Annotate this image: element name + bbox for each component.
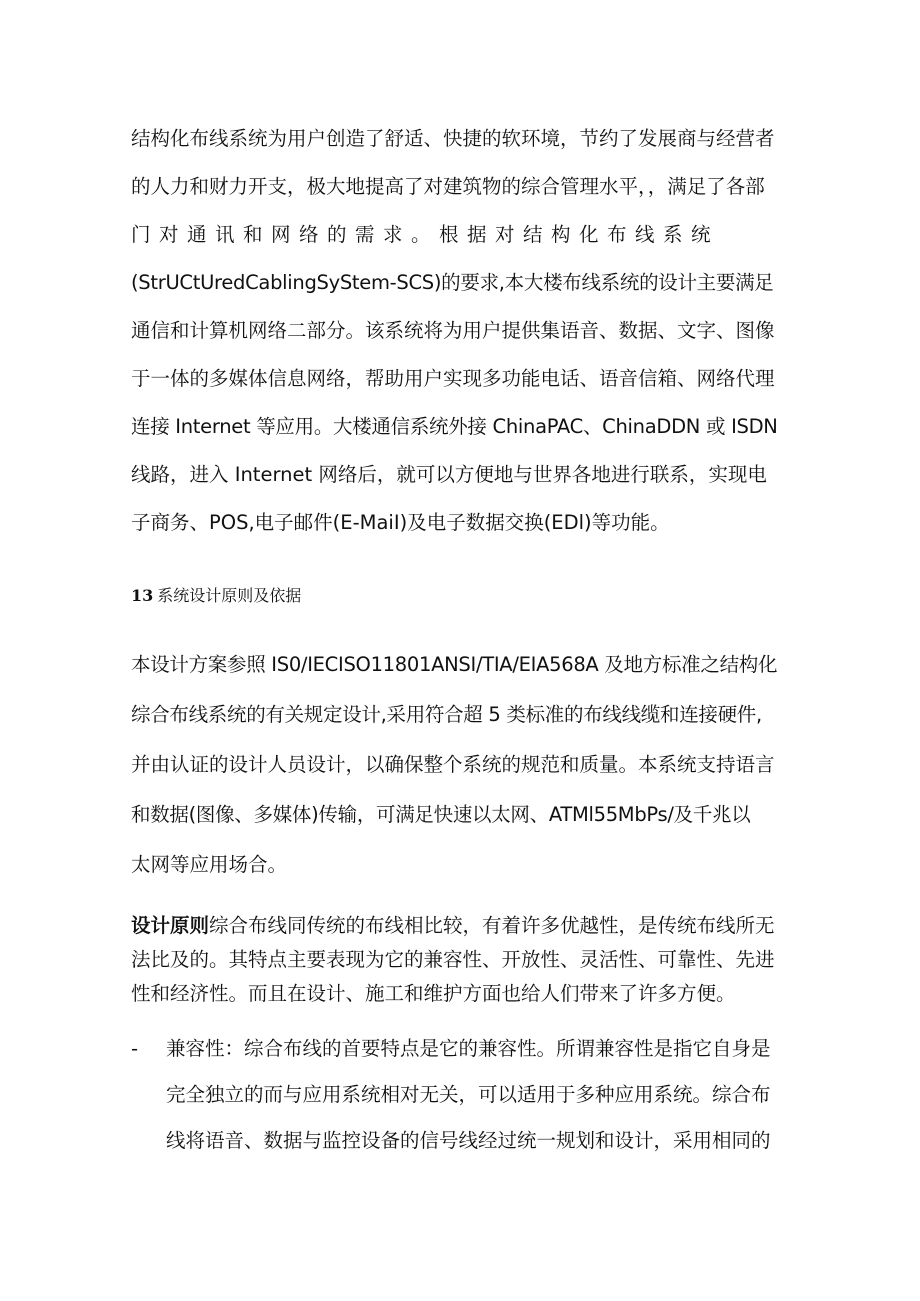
list-bullet-marker: -: [131, 1037, 139, 1060]
intro-line: 连接 Internet 等应用。大楼通信系统外接 ChinaPAC、ChinaDDN 或 ISDN: [131, 415, 778, 438]
intro-line: (StrUCtUredCablingSyStem-SCS)的要求,本大楼布线系统的设计主要满足: [131, 271, 774, 294]
compat-line: 完全独立的而与应用系统相对无关，可以适用于多种应用系统。综合布: [166, 1083, 771, 1106]
principles-line: 法比及的。其特点主要表现为它的兼容性、开放性、灵活性、可靠性、先进: [131, 948, 775, 971]
design-basis-paragraph: [131, 640, 791, 890]
section-number: 13: [131, 586, 154, 605]
intro-line: 门对通讯和网络的需求。根据对结构化布线系统: [131, 223, 720, 246]
design-principles-paragraph: [131, 909, 791, 1011]
section-heading: [131, 582, 301, 610]
compat-line: 线将语音、数据与监控设备的信号线经过统一规划和设计，采用相同的: [166, 1129, 771, 1152]
basis-line: 综合布线系统的有关规定设计,采用符合超 5 类标准的布线线缆和连接硬件,: [131, 703, 762, 726]
section-title: 系统设计原则及依据: [157, 586, 302, 605]
compatibility-list-item: [166, 1026, 791, 1164]
intro-paragraph: [131, 115, 791, 547]
compat-line: 兼容性：综合布线的首要特点是它的兼容性。所谓兼容性是指它自身是: [166, 1037, 771, 1060]
principles-line: 综合布线同传统的布线相比较，有着许多优越性，是传统布线所无: [209, 914, 775, 937]
intro-line: 结构化布线系统为用户创造了舒适、快捷的软环境，节约了发展商与经营者: [131, 127, 775, 150]
basis-line: 并由认证的设计人员设计，以确保整个系统的规范和质量。本系统支持语言: [131, 753, 775, 776]
intro-line: 通信和计算机网络二部分。该系统将为用户提供集语音、数据、文字、图像: [131, 319, 775, 342]
principles-lead: 设计原则: [131, 914, 210, 937]
intro-line: 线路，进入 Internet 网络后，就可以方便地与世界各地进行联系，实现电: [131, 463, 767, 486]
intro-line: 于一体的多媒体信息网络，帮助用户实现多功能电话、语音信箱、网络代理: [131, 367, 775, 390]
basis-line: 本设计方案参照 IS0∕IECISO11801ANSI/TIA/EIA568A 及地方标准之结构化: [131, 653, 778, 676]
intro-line: 的人力和财力开支，极大地提高了对建筑物的综合管理水平，，满足了各部: [131, 175, 765, 198]
basis-line: 太网等应用场合。: [131, 853, 288, 876]
basis-line: 和数据(图像、多媒体)传输，可满足快速以太网、ATMl55MbPs/及千兆以: [131, 803, 751, 826]
principles-line: 性和经济性。而且在设计、施工和维护方面也给人们带来了许多方便。: [131, 982, 736, 1005]
intro-line: 子商务、POS,电子邮件(E-MaiI)及电子数据交换(EDl)等功能。: [131, 511, 670, 534]
